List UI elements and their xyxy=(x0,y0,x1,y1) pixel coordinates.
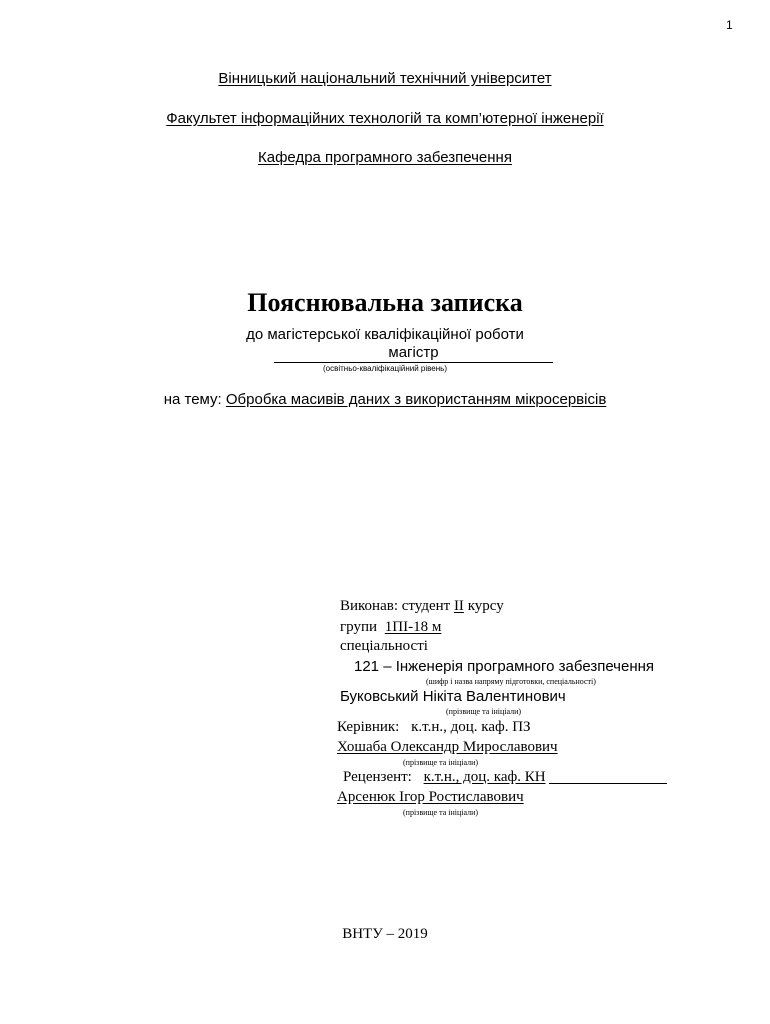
supervisor-name: Хошаба Олександр Мирославович xyxy=(337,739,558,755)
supervisor-name-note: (прізвище та ініціали) xyxy=(403,758,479,767)
university-line xyxy=(0,70,770,87)
university-name: Вінницький національний технічний університет xyxy=(218,70,552,87)
specialty-note: (шифр і назва напряму підготовки, спеціальності) xyxy=(426,677,596,686)
course-value: II xyxy=(453,598,464,614)
topic-value: Обробка масивів даних з використанням мікросервісів xyxy=(225,391,607,408)
level-note: (освітньо-кваліфікаційний рівень) xyxy=(322,364,448,373)
topic-prefix: на тему: xyxy=(163,391,222,408)
author-course-line xyxy=(340,598,504,615)
specialty-label: спеціальності xyxy=(340,638,428,654)
course-suffix: курсу xyxy=(467,598,504,614)
author-name: Буковський Нікіта Валентинович xyxy=(340,688,566,705)
reviewer-line xyxy=(343,769,667,786)
department-line xyxy=(0,149,770,166)
supervisor-position: к.т.н., доц. каф. ПЗ xyxy=(411,719,531,735)
group-value: 1ПІ-18 м xyxy=(384,619,442,635)
page-number: 1 xyxy=(726,18,733,32)
reviewer-blank-line xyxy=(549,769,667,784)
reviewer-name: Арсенюк Ігор Ростиславович xyxy=(337,789,524,805)
author-group-line xyxy=(340,619,441,636)
faculty-line xyxy=(0,110,770,127)
footer-year: ВНТУ – 2019 xyxy=(342,926,428,942)
supervisor-label: Керівник: xyxy=(337,719,400,735)
group-prefix: групи xyxy=(340,619,378,635)
author-name-note: (прізвище та ініціали) xyxy=(446,707,522,716)
reviewer-name-note: (прізвище та ініціали) xyxy=(403,808,479,817)
topic-line xyxy=(0,391,770,408)
supervisor-line xyxy=(337,719,531,736)
specialty-value: 121 – Інженерія програмного забезпечення xyxy=(354,658,655,675)
reviewer-position: к.т.н., доц. каф. КН xyxy=(423,769,546,785)
department-name: Кафедра програмного забезпечення xyxy=(258,149,512,166)
level-value: магістр xyxy=(388,344,439,361)
reviewer-name-line xyxy=(337,789,524,806)
level-field xyxy=(274,344,553,363)
document-title: Пояснювальна записка xyxy=(247,288,523,317)
document-subtitle: до магістерської кваліфікаційної роботи xyxy=(246,326,524,343)
faculty-name: Факультет інформаційних технологій та комп’ютерної інженерії xyxy=(166,110,604,127)
done-prefix: Виконав: студент xyxy=(340,598,451,614)
supervisor-name-line xyxy=(337,739,558,756)
reviewer-label: Рецензент: xyxy=(343,769,412,785)
